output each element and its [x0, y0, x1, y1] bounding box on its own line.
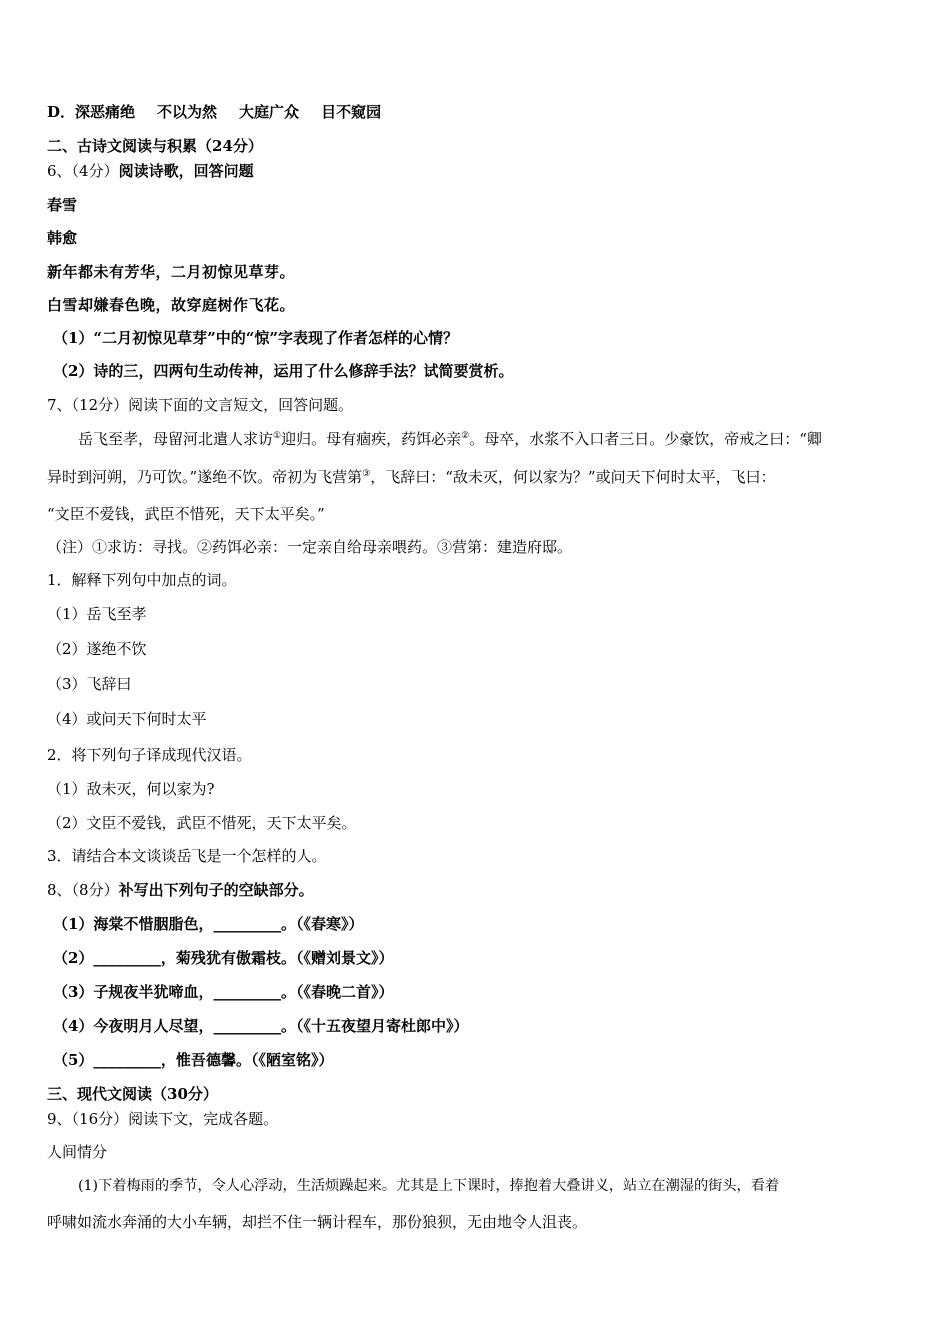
q7-task-1-item: （2）遂绝不饮	[47, 640, 147, 658]
q8-fill-item: （1）海棠不惜胭脂色，_________。（《春寒》）	[53, 915, 364, 933]
q9-paragraph-1-line-2: 呼啸如流水奔涌的大小车辆，却拦不住一辆计程车，那份狼狈，无由地令人沮丧。	[47, 1213, 588, 1231]
section-2-heading: 二、古诗文阅读与积累（24分）	[47, 137, 263, 155]
q7-task-3: 3．请结合本文谈谈岳飞是一个怎样的人。	[47, 847, 327, 865]
question-8-header	[47, 880, 314, 900]
footnote-mark-2: ②	[461, 431, 470, 441]
q7-notes: （注）①求访：寻找。②药饵必亲：一定亲自给母亲喂药。③营第：建造府邸。	[47, 538, 573, 556]
q9-score: （16分）	[71, 1110, 129, 1128]
q7-task-1: 1．解释下列句中加点的词。	[47, 571, 237, 589]
question-6-header	[47, 161, 254, 181]
q6-prompt: 阅读诗歌，回答问题	[118, 162, 254, 180]
q6-sub-question-1: （1）“二月初惊见草芽”中的“惊”字表现了作者怎样的心情？	[53, 329, 458, 347]
passage-text: 岳飞至孝，母留河北遣人求访	[78, 430, 274, 448]
q8-score: （8分）	[71, 881, 119, 899]
footnote-mark-3: ③	[362, 469, 371, 479]
passage-text: 。母卒，水浆不入口者三日。少豪饮，帝戒之曰：“卿	[469, 430, 822, 448]
option-d-label: D．	[47, 103, 76, 121]
q8-prompt: 补写出下列句子的空缺部分。	[118, 881, 314, 899]
option-d-item-2: 不以为然	[157, 103, 218, 121]
poem-author: 韩愈	[47, 229, 78, 247]
option-d-item-1: 深恶痛绝	[75, 103, 136, 121]
section-3-heading: 三、现代文阅读（30分）	[47, 1085, 218, 1103]
q7-task-1-item: （3）飞辞曰	[47, 675, 132, 693]
q9-prompt: 阅读下文，完成各题。	[128, 1110, 279, 1128]
q7-score: （12分）	[71, 396, 129, 414]
q7-passage-line-3: “文臣不爱钱，武臣不惜死，天下太平矣。”	[47, 505, 325, 523]
poem-line-2: 白雪却嫌春色晚，故穿庭树作飞花。	[47, 296, 296, 314]
q7-task-2-item: （1）敌未灭，何以家为?	[47, 780, 215, 798]
q6-sub-question-2: （2）诗的三，四两句生动传神，运用了什么修辞手法？试简要赏析。	[53, 362, 514, 380]
q6-number: 6、	[47, 162, 72, 180]
q7-passage-line-1	[78, 429, 822, 449]
q7-passage-line-2	[47, 467, 776, 487]
passage-text: ，飞辞曰：“敌未灭，何以家为？”或问天下何时太平，飞曰：	[370, 468, 776, 486]
q7-number: 7、	[47, 396, 72, 414]
poem-line-1: 新年都未有芳华，二月初惊见草芽。	[47, 263, 296, 281]
passage-text: 迎归。母有痼疾，药饵必亲	[281, 430, 462, 448]
question-9-header	[47, 1109, 278, 1129]
question-7-header	[47, 395, 353, 415]
q9-paragraph-1-line-1: (1)下着梅雨的季节，令人心浮动，生活烦躁起来。尤其是上下课时，捧抱着大叠讲义，站立在潮湿的街头，看着	[78, 1178, 780, 1194]
q7-prompt: 阅读下面的文言短文，回答问题。	[128, 396, 354, 414]
option-d-item-3: 大庭广众	[239, 103, 300, 121]
q7-task-2: 2．将下列句子译成现代汉语。	[47, 746, 252, 764]
q8-fill-item: （5）_________，惟吾德馨。（《陋室铭》）	[53, 1051, 334, 1069]
option-d-item-4: 目不窥园	[321, 103, 382, 121]
q7-task-1-item: （4）或问天下何时太平	[47, 710, 207, 728]
q9-article-title: 人间情分	[47, 1143, 108, 1161]
q9-number: 9、	[47, 1110, 72, 1128]
q8-number: 8、	[47, 881, 72, 899]
footnote-mark-1: ①	[273, 431, 282, 441]
q7-task-1-item: （1）岳飞至孝	[47, 605, 147, 623]
poem-title: 春雪	[47, 196, 78, 214]
q7-task-2-item: （2）文臣不爱钱，武臣不惜死，天下太平矣。	[47, 814, 357, 832]
passage-text: 异时到河朔，乃可饮。”遂绝不饮。帝初为飞营第	[47, 468, 363, 486]
q8-fill-item: （4）今夜明月人尽望，_________。（《十五夜望月寄杜郎中》）	[53, 1017, 469, 1035]
q8-fill-item: （2）_________，菊残犹有傲霜枝。（《赠刘景文》）	[53, 949, 394, 967]
q8-fill-item: （3）子规夜半犹啼血，_________。（《春晚二首》）	[53, 983, 394, 1001]
q6-score: （4分）	[71, 162, 119, 180]
option-d-row	[47, 102, 381, 122]
